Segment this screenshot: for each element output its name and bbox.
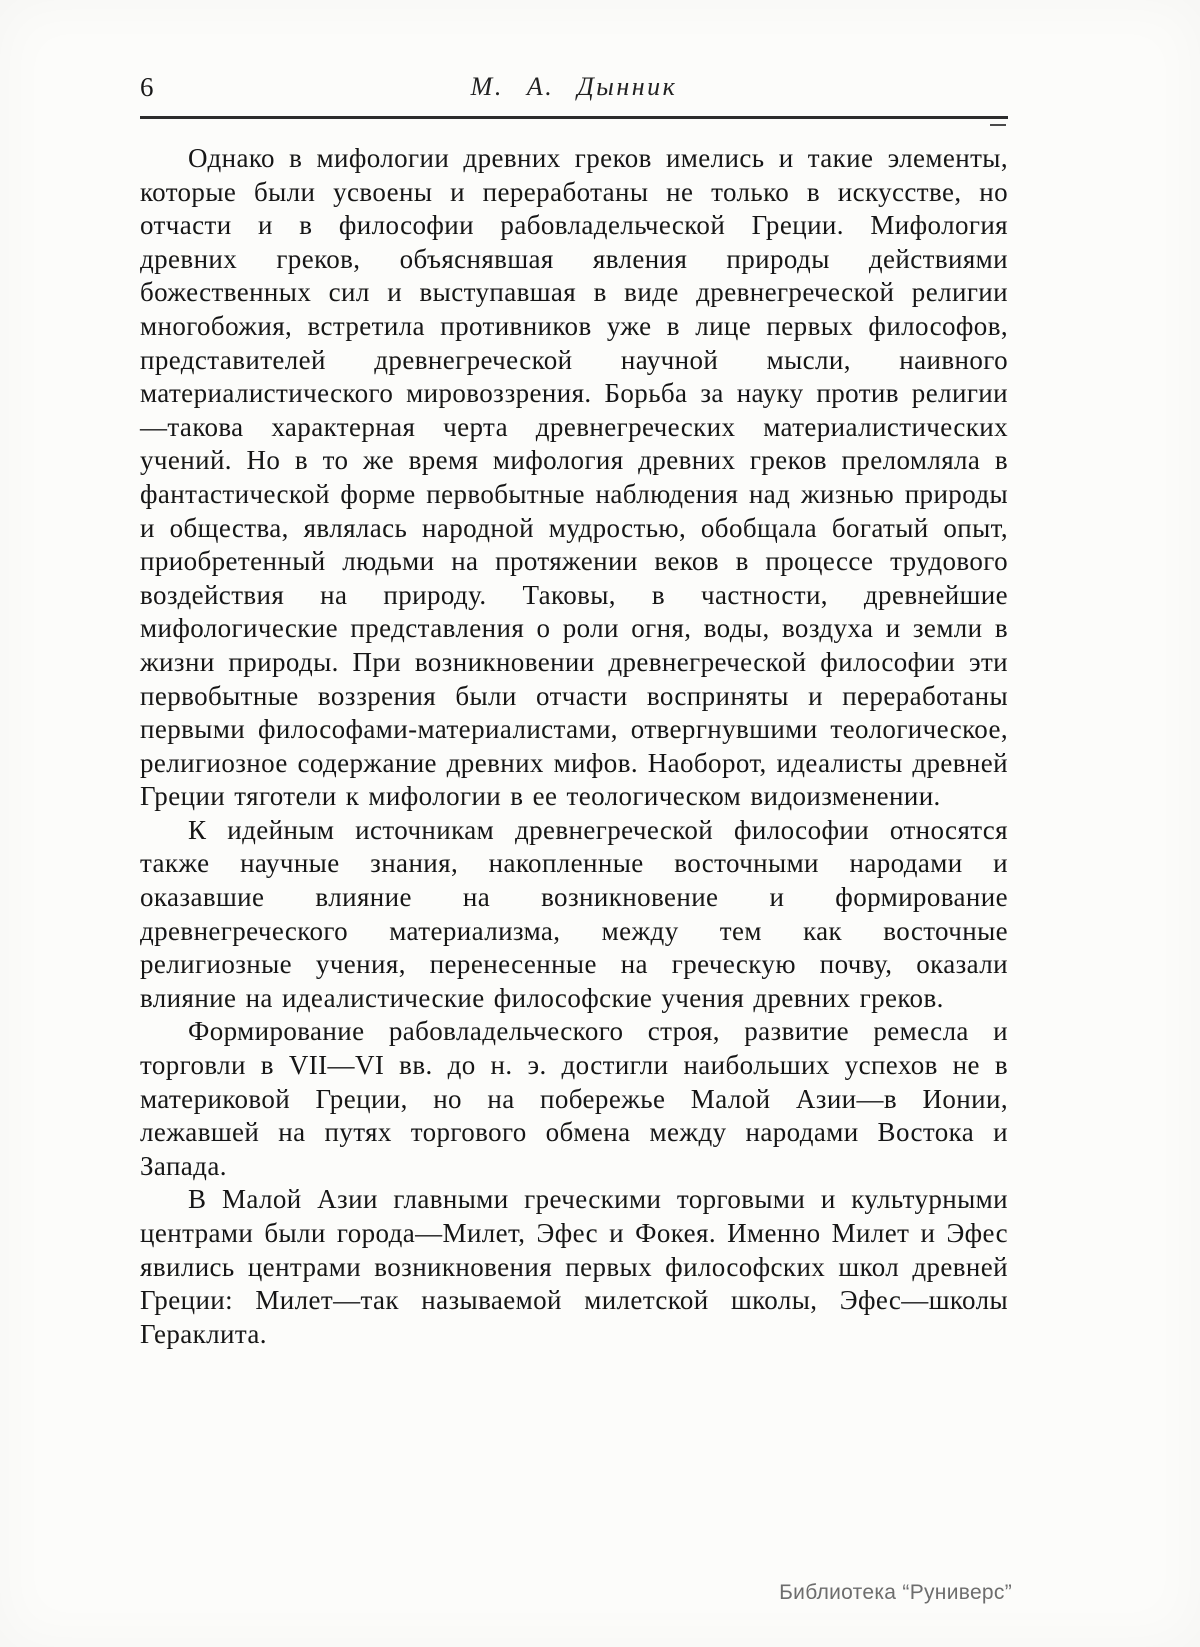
page-header (140, 72, 1008, 108)
paragraph-1: Однако в мифологии древних греков имелись и такие элементы, которые были усвоены и переработаны не только в искусстве, но отчасти и в философии рабовладельческой Греции. Мифология древних греков, объяснявшая явления природы действиями божественных сил и выступавшая в виде древнегреческой религии многобожия, встретила противников уже в лице первых философов, представителей древнегреческой научной мысли, наивного материалистического мировоззрения. Борьба за науку против религии—такова характерная черта древнегреческих материалистических учений. Но в то же время мифология древних греков преломляла в фантастической форме первобытные наблюдения над жизнью природы и общества, являлась народной мудростью, обобщала богатый опыт, приобретенный людьми на протяжении веков в процессе трудового воздействия на природу. Таковы, в частности, древнейшие мифологические представления о роли огня, воды, воздуха и земли в жизни природы. При возникновении древнегреческой философии эти первобытные воззрения были отчасти восприняты и переработаны первыми философами-материалистами, отвергнувшими теологическое, религиозное содержание древних мифов. Наоборот, идеалисты древней Греции тяготели к мифологии в ее теологическом видоизменении. (140, 143, 1008, 812)
header-rule (140, 116, 1008, 119)
scan-artifact-tick (990, 124, 1006, 126)
page-footer (779, 1581, 1012, 1605)
paragraph-3: Формирование рабовладельческого строя, развитие ремесла и торговли в VII—VI вв. до н. э. достигли наибольших успехов не в материковой Греции, но на побережье Малой Азии—в Ионии, лежавшей на путях торгового обмена между народами Востока и Запада. (140, 1016, 1008, 1181)
running-title: М. А. Дынник (470, 72, 678, 101)
page-body (140, 142, 1008, 1351)
paragraph-2: К идейным источникам древнегреческой философии относятся также научные знания, накопленные восточными народами и оказавшие влияние на возникновение и формирование древнегреческого материализма, между тем как восточные религиозные учения, перенесенные на греческую почву, оказали влияние на идеалистические философские учения древних греков. (140, 814, 1008, 1013)
library-watermark: Библиотека “Руниверс” (779, 1581, 1012, 1604)
paragraph-4: В Малой Азии главными греческими торговыми и культурными центрами были города—Милет, Эфес и Фокея. Именно Милет и Эфес явились центрами возникновения первых философских школ древней Греции: Милет—так называемой милетской школы, Эфес—школы Гераклита. (140, 1184, 1008, 1349)
page-number: 6 (140, 72, 155, 102)
